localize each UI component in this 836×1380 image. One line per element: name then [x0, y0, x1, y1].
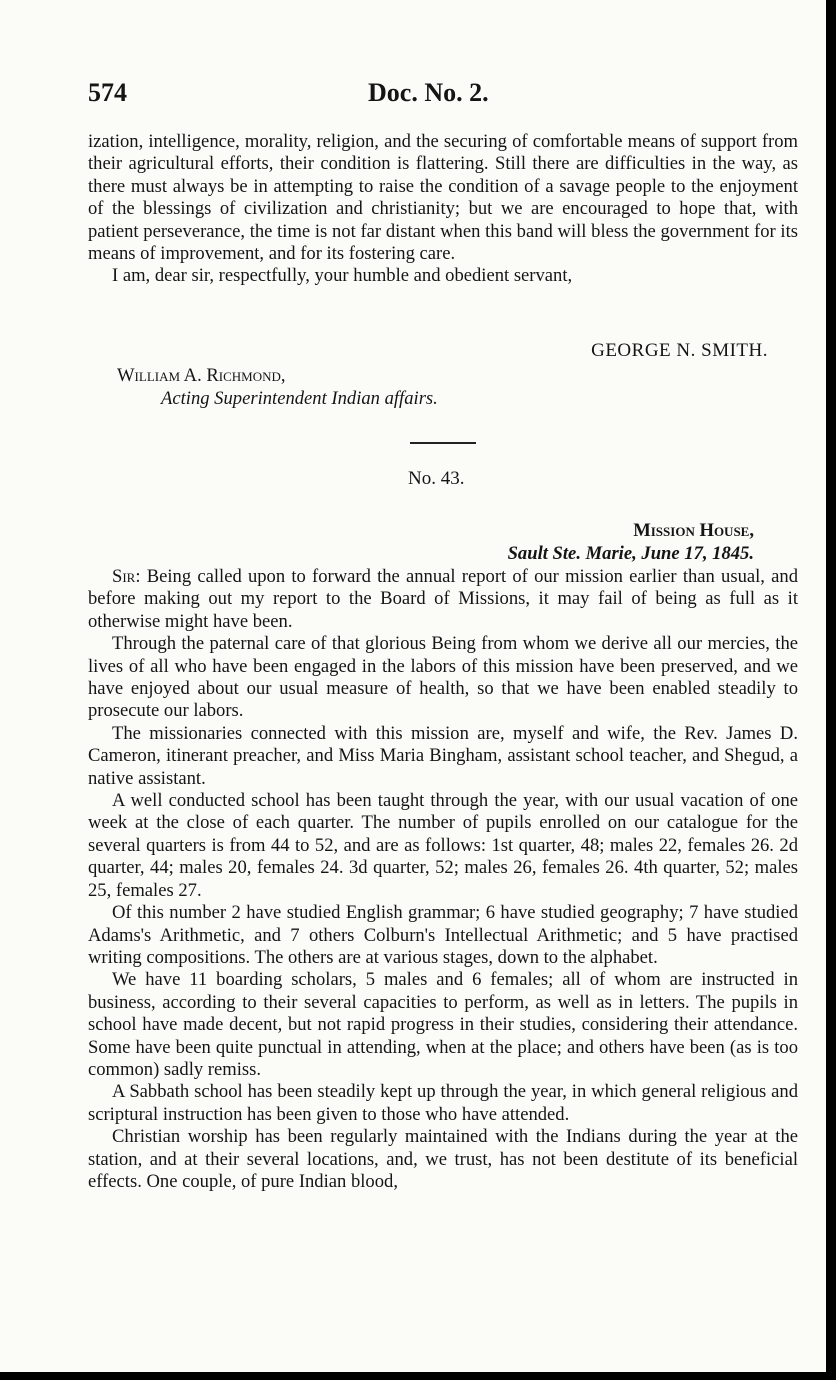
addressee-name: William A. Richmond, — [117, 365, 286, 386]
dateline-house: Mission House, — [633, 520, 754, 541]
letter-1-addressee — [117, 364, 438, 410]
salutation: Sir: — [112, 566, 141, 587]
letter-2-dateline — [508, 519, 754, 565]
addressee-title: Acting Superintendent Indian affairs. — [161, 388, 438, 409]
letter-2-paragraph-8: Christian worship has been regularly maintained with the Indians during the year at the station, and at their several locations, and, we trust, has not been destitute of its beneficial effects. One couple, of pure Indian blood, — [88, 1126, 798, 1192]
letter-2-body — [88, 566, 798, 1193]
page-number: 574 — [88, 78, 127, 107]
letter-1-paragraph: ization, intelligence, morality, religion, and the securing of comfortable means of support from their agricultural efforts, their condition is flattering. Still there are difficulties in the way, as there must always be in attempting to raise the condition of a savage people to the enjoyment of the blessings of civilization and christianity; but we are encouraged to hope that, with patient perseverance, the time is not far distant when this band will bless the government for its means of improvement, and for its fostering care. — [88, 131, 798, 265]
letter-1-body — [88, 131, 798, 288]
letter-2-paragraph-2: Through the paternal care of that glorious Being from whom we derive all our mercies, the lives of all who have been engaged in the labors of this mission have been preserved, and we have enjoyed about our usual measure of health, so that we have been enabled steadily to prosecute our labors. — [88, 633, 798, 722]
dateline-place-date: Sault Ste. Marie, June 17, 1845. — [507, 543, 754, 564]
document-reference: Doc. No. 2. — [368, 78, 489, 107]
letter-2-paragraph-4: A well conducted school has been taught through the year, with our usual vacation of one week at the close of each quarter. The number of pupils enrolled on our catalogue for the several quarters is from 44 to 52, and are as follows: 1st quarter, 48; males 22, females 26. 2d quarter, 44; males 20, females 24. 3d quarter, 52; males 26, females 26. 4th quarter, 52; males 25, females 27. — [88, 790, 798, 901]
paragraph-text: Being called upon to forward the annual report of our mission earlier than usual, and before making out my report to the Board of Missions, it may fail of being as full as it otherwise might have been. — [88, 566, 798, 632]
page-header — [88, 78, 786, 118]
letter-1-signature: GEORGE N. SMITH. — [591, 340, 768, 361]
document-number: No. 43. — [408, 468, 465, 489]
letter-1-closing: I am, dear sir, respectfully, your humble and obedient servant, — [112, 265, 573, 287]
letter-2-paragraph-7: A Sabbath school has been steadily kept up through the year, in which general religious and scriptural instruction has been given to those who have attended. — [88, 1081, 798, 1125]
letter-2-paragraph-1 — [88, 566, 798, 633]
letter-2-paragraph-3: The missionaries connected with this mission are, myself and wife, the Rev. James D. Cameron, itinerant preacher, and Miss Maria Bingham, assistant school teacher, and Shegud, a native assistant. — [88, 722, 798, 789]
letter-2-paragraph-6: We have 11 boarding scholars, 5 males and 6 females; all of whom are instructed in business, according to their several capacities to perform, as well as in letters. The pupils in school have made decent, but not rapid progress in their studies, considering their attendance. Some have been quite punctual in attending, when at the place; and others have been (as is too common) sadly remiss. — [88, 969, 798, 1080]
section-divider — [410, 442, 476, 444]
letter-2-paragraph-5: Of this number 2 have studied English grammar; 6 have studied geography; 7 have studied Adams's Arithmetic, and 7 others Colburn's Intellectual Arithmetic; and 5 have practised writing compositions. The others are at various stages, down to the alphabet. — [88, 902, 798, 968]
